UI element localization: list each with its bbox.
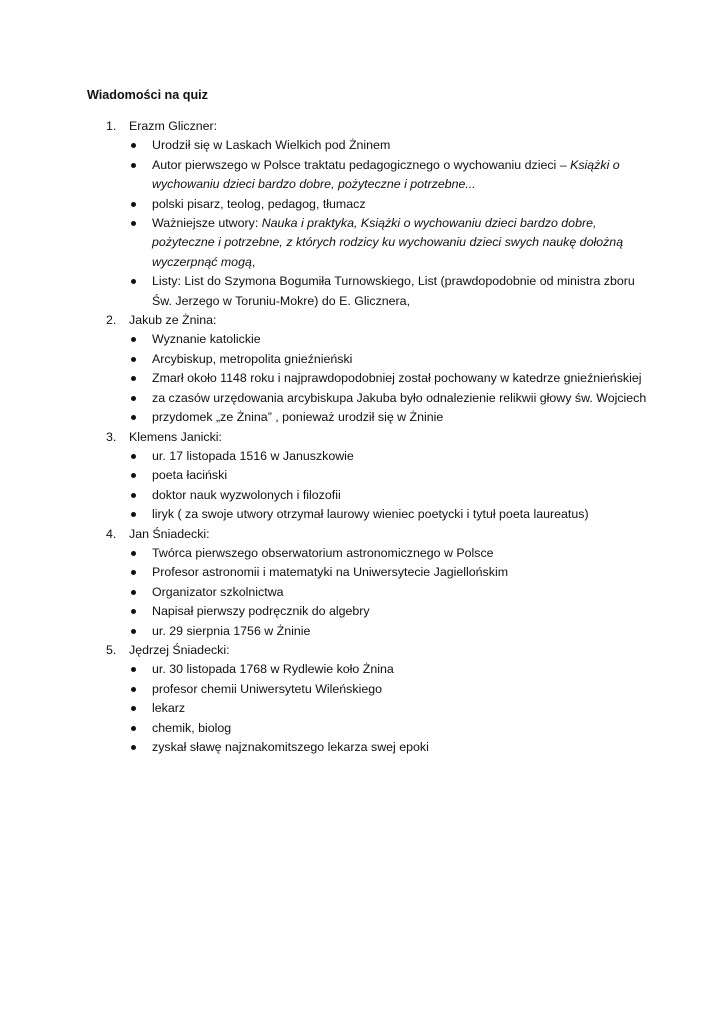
section-heading-text: Jędrzej Śniadecki: (129, 642, 230, 657)
section-number: 2. (106, 313, 117, 328)
bullet-icon (131, 629, 136, 634)
item-text: ur. 30 listopada 1768 w Rydlewie koło Żnina (152, 662, 394, 677)
bullet-icon (131, 551, 136, 556)
list-item (87, 369, 647, 388)
item-text: Urodził się w Laskach Wielkich pod Żninem (152, 138, 391, 153)
section-heading (87, 525, 647, 544)
list-item (87, 622, 647, 641)
item-text: lekarz (152, 701, 186, 716)
bullet-list (87, 330, 647, 427)
list-item (87, 544, 647, 563)
section-list (87, 117, 647, 757)
item-text: przydomek „ze Żnina” , ponieważ urodził się w Żninie (152, 410, 444, 425)
item-text: , (251, 254, 256, 269)
bullet-icon (131, 454, 136, 459)
bullet-list (87, 660, 647, 757)
item-text: ur. 29 sierpnia 1756 w Żninie (152, 623, 311, 638)
list-item (87, 214, 647, 272)
bullet-icon (131, 667, 136, 672)
bullet-icon (131, 357, 136, 362)
item-text: Autor pierwszego w Polsce traktatu pedagogicznego o wychowaniu dzieci – (152, 157, 571, 172)
list-item (87, 330, 647, 349)
section-heading-text: Erazm Gliczner: (129, 119, 218, 133)
item-text: polski pisarz, teolog, pedagog, tłumacz (152, 196, 366, 211)
bullet-list (87, 544, 647, 641)
section-number: 4. (106, 526, 117, 541)
bullet-icon (131, 163, 136, 168)
bullet-icon (131, 493, 136, 498)
item-text: Twórca pierwszego obserwatorium astronomicznego w Polsce (152, 545, 494, 560)
list-item (87, 136, 647, 155)
item-text: ur. 17 listopada 1516 w Januszkowie (152, 448, 354, 463)
bullet-icon (131, 745, 136, 750)
bullet-icon (131, 609, 136, 614)
item-text: Wyznanie katolickie (152, 332, 261, 347)
section-number: 3. (106, 429, 117, 444)
bullet-icon (131, 221, 136, 226)
list-item (87, 408, 647, 427)
list-item (87, 389, 647, 408)
bullet-icon (131, 512, 136, 517)
section-heading (87, 428, 647, 447)
list-item (87, 719, 647, 738)
item-text: Zmarł około 1148 roku i najprawdopodobniej został pochowany w katedrze gnieźnieńskiej (152, 371, 642, 386)
bullet-icon (131, 396, 136, 401)
section-number: 1. (106, 119, 117, 133)
bullet-list (87, 447, 647, 525)
item-text: profesor chemii Uniwersytetu Wileńskiego (152, 681, 383, 696)
bullet-icon (131, 570, 136, 575)
item-text: chemik, biolog (152, 720, 232, 735)
item-text: Napisał pierwszy podręcznik do algebry (152, 604, 370, 619)
section-heading-text: Jakub ze Żnina: (129, 313, 217, 328)
item-text: doktor nauk wyzwolonych i filozofii (152, 487, 341, 502)
item-text: liryk ( za swoje utwory otrzymał laurowy wieniec poetycki i tytuł poeta laureatus) (152, 507, 589, 522)
bullet-list (87, 136, 647, 311)
item-text: zyskał sławę najznakomitszego lekarza swej epoki (152, 740, 429, 754)
item-text: za czasów urzędowania arcybiskupa Jakuba było odnalezienie relikwii głowy św. Wojciech (152, 390, 647, 405)
section-item (87, 641, 647, 757)
section-item (87, 525, 647, 641)
section-heading-text: Klemens Janicki: (129, 429, 222, 444)
list-item (87, 350, 647, 369)
section-heading-text: Jan Śniadecki: (129, 526, 210, 541)
item-text: Arcybiskup, metropolita gnieźnieński (152, 351, 353, 366)
list-item (87, 195, 647, 214)
section-heading (87, 117, 647, 136)
section-item (87, 428, 647, 525)
item-text: Organizator szkolnictwa (152, 584, 284, 599)
list-item (87, 466, 647, 485)
bullet-icon (131, 706, 136, 711)
item-text: Listy: List do Szymona Bogumiła Turnowskiego, List (prawdopodobnie od ministra zboru Św. Jerzego w Toruniu-Mokre) do E. Glicznera, (152, 274, 635, 308)
bullet-icon (131, 143, 136, 148)
list-item (87, 680, 647, 699)
bullet-icon (131, 337, 136, 342)
bullet-icon (131, 376, 136, 381)
list-item (87, 602, 647, 621)
italic-text: Książki o wychowaniu dzieci bardzo dobre, pożyteczne i potrzebne... (152, 157, 620, 192)
list-item (87, 660, 647, 679)
list-item (87, 156, 647, 195)
bullet-icon (131, 279, 136, 284)
section-item (87, 311, 647, 427)
list-item (87, 486, 647, 505)
section-heading (87, 311, 647, 330)
bullet-icon (131, 687, 136, 692)
list-item (87, 699, 647, 718)
list-item (87, 738, 647, 757)
section-number: 5. (106, 642, 117, 657)
item-text: Ważniejsze utwory: (152, 216, 262, 231)
bullet-icon (131, 726, 136, 731)
document-title: Wiadomości na quiz (87, 88, 208, 102)
list-item (87, 447, 647, 466)
list-item (87, 272, 647, 311)
list-item (87, 583, 647, 602)
italic-text: Nauka i praktyka, Książki o wychowaniu dzieci bardzo dobre, pożyteczne i potrzebne, z których rodzicy ku wychowaniu dzieci swych naukę dołożną wyczerpnąć mogą (152, 216, 624, 269)
item-text: poeta łaciński (152, 468, 228, 483)
section-item (87, 117, 647, 311)
section-heading (87, 641, 647, 660)
bullet-icon (131, 473, 136, 478)
list-item (87, 563, 647, 582)
item-text: Profesor astronomii i matematyki na Uniwersytecie Jagiellońskim (152, 565, 509, 580)
bullet-icon (131, 415, 136, 420)
bullet-icon (131, 202, 136, 207)
bullet-icon (131, 590, 136, 595)
list-item (87, 505, 647, 524)
